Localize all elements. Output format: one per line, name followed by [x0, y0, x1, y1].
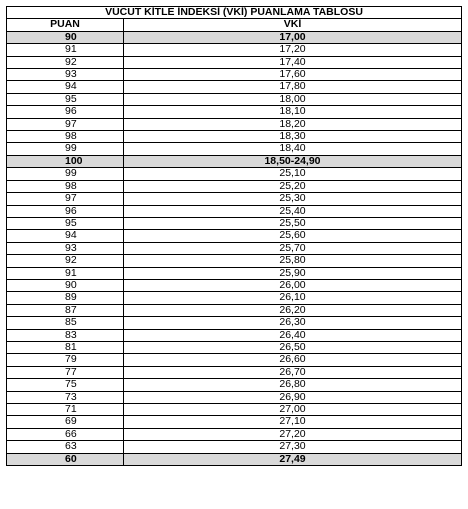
table-row — [7, 217, 462, 229]
puan-cell: 97 — [7, 193, 124, 205]
vki-cell: 26,50 — [124, 341, 462, 353]
puan-cell: 89 — [7, 292, 124, 304]
vki-cell: 17,80 — [124, 81, 462, 93]
puan-cell: 96 — [7, 205, 124, 217]
puan-cell: 73 — [7, 391, 124, 403]
vki-cell: 17,20 — [124, 44, 462, 56]
vki-cell: 25,40 — [124, 205, 462, 217]
vki-cell: 18,20 — [124, 118, 462, 130]
table-row — [7, 56, 462, 68]
table-row — [7, 180, 462, 192]
table-row — [7, 292, 462, 304]
puan-cell: 90 — [7, 279, 124, 291]
puan-cell: 96 — [7, 106, 124, 118]
table-row — [7, 230, 462, 242]
vki-cell: 26,40 — [124, 329, 462, 341]
table-row — [7, 93, 462, 105]
vki-cell: 26,70 — [124, 366, 462, 378]
table-row — [7, 379, 462, 391]
vki-cell: 26,20 — [124, 304, 462, 316]
vki-cell: 18,00 — [124, 93, 462, 105]
table-row — [7, 205, 462, 217]
puan-cell: 92 — [7, 255, 124, 267]
vki-cell: 27,00 — [124, 404, 462, 416]
puan-cell: 92 — [7, 56, 124, 68]
table-row — [7, 354, 462, 366]
puan-cell: 77 — [7, 366, 124, 378]
puan-cell: 81 — [7, 341, 124, 353]
vki-cell: 25,30 — [124, 193, 462, 205]
table-row — [7, 81, 462, 93]
table-row — [7, 391, 462, 403]
table-row — [7, 341, 462, 353]
vki-cell: 25,20 — [124, 180, 462, 192]
puan-cell: 91 — [7, 44, 124, 56]
puan-cell: 90 — [7, 31, 124, 43]
vki-cell: 26,60 — [124, 354, 462, 366]
vki-cell: 25,80 — [124, 255, 462, 267]
table-row — [7, 317, 462, 329]
vki-cell: 25,70 — [124, 242, 462, 254]
table-row — [7, 404, 462, 416]
puan-cell: 87 — [7, 304, 124, 316]
table-row — [7, 255, 462, 267]
table-row — [7, 441, 462, 453]
table-row-highlighted — [7, 453, 462, 465]
table-row — [7, 279, 462, 291]
table-body — [7, 31, 462, 465]
puan-cell: 98 — [7, 180, 124, 192]
vki-cell: 17,60 — [124, 69, 462, 81]
table-row — [7, 168, 462, 180]
vki-cell: 25,10 — [124, 168, 462, 180]
table-row — [7, 329, 462, 341]
puan-cell: 71 — [7, 404, 124, 416]
table-row — [7, 44, 462, 56]
table-row-highlighted — [7, 155, 462, 167]
vki-cell: 26,80 — [124, 379, 462, 391]
puan-cell: 83 — [7, 329, 124, 341]
table-row — [7, 428, 462, 440]
puan-cell: 60 — [7, 453, 124, 465]
puan-cell: 91 — [7, 267, 124, 279]
vki-cell: 17,00 — [124, 31, 462, 43]
vki-cell: 27,20 — [124, 428, 462, 440]
table-row — [7, 193, 462, 205]
column-header-puan: PUAN — [7, 19, 124, 31]
vki-cell: 17,40 — [124, 56, 462, 68]
vki-cell: 27,10 — [124, 416, 462, 428]
vki-cell: 26,00 — [124, 279, 462, 291]
bmi-score-table — [6, 6, 462, 466]
vki-cell: 27,49 — [124, 453, 462, 465]
table-row — [7, 118, 462, 130]
vki-cell: 26,90 — [124, 391, 462, 403]
vki-cell: 25,50 — [124, 217, 462, 229]
puan-cell: 93 — [7, 242, 124, 254]
puan-cell: 63 — [7, 441, 124, 453]
puan-cell: 85 — [7, 317, 124, 329]
vki-cell: 18,30 — [124, 131, 462, 143]
table-row — [7, 416, 462, 428]
vki-cell: 18,40 — [124, 143, 462, 155]
table-row — [7, 131, 462, 143]
vki-cell: 25,90 — [124, 267, 462, 279]
puan-cell: 95 — [7, 217, 124, 229]
vki-cell: 27,30 — [124, 441, 462, 453]
table-row — [7, 242, 462, 254]
puan-cell: 79 — [7, 354, 124, 366]
table-row — [7, 106, 462, 118]
vki-cell: 18,10 — [124, 106, 462, 118]
table-row — [7, 366, 462, 378]
vki-cell: 26,10 — [124, 292, 462, 304]
puan-cell: 94 — [7, 81, 124, 93]
vki-cell: 18,50-24,90 — [124, 155, 462, 167]
puan-cell: 97 — [7, 118, 124, 130]
puan-cell: 93 — [7, 69, 124, 81]
puan-cell: 100 — [7, 155, 124, 167]
puan-cell: 69 — [7, 416, 124, 428]
table-row — [7, 267, 462, 279]
puan-cell: 75 — [7, 379, 124, 391]
vki-cell: 25,60 — [124, 230, 462, 242]
puan-cell: 94 — [7, 230, 124, 242]
puan-cell: 98 — [7, 131, 124, 143]
bmi-score-table-document — [6, 6, 461, 466]
puan-cell: 99 — [7, 168, 124, 180]
table-title: VÜCUT KİTLE İNDEKSİ (VKİ) PUANLAMA TABLOSU — [7, 7, 462, 19]
puan-cell: 66 — [7, 428, 124, 440]
table-row — [7, 304, 462, 316]
table-row — [7, 69, 462, 81]
table-row — [7, 143, 462, 155]
vki-cell: 26,30 — [124, 317, 462, 329]
table-row-highlighted — [7, 31, 462, 43]
puan-cell: 95 — [7, 93, 124, 105]
column-header-vki: VKİ — [124, 19, 462, 31]
puan-cell: 99 — [7, 143, 124, 155]
